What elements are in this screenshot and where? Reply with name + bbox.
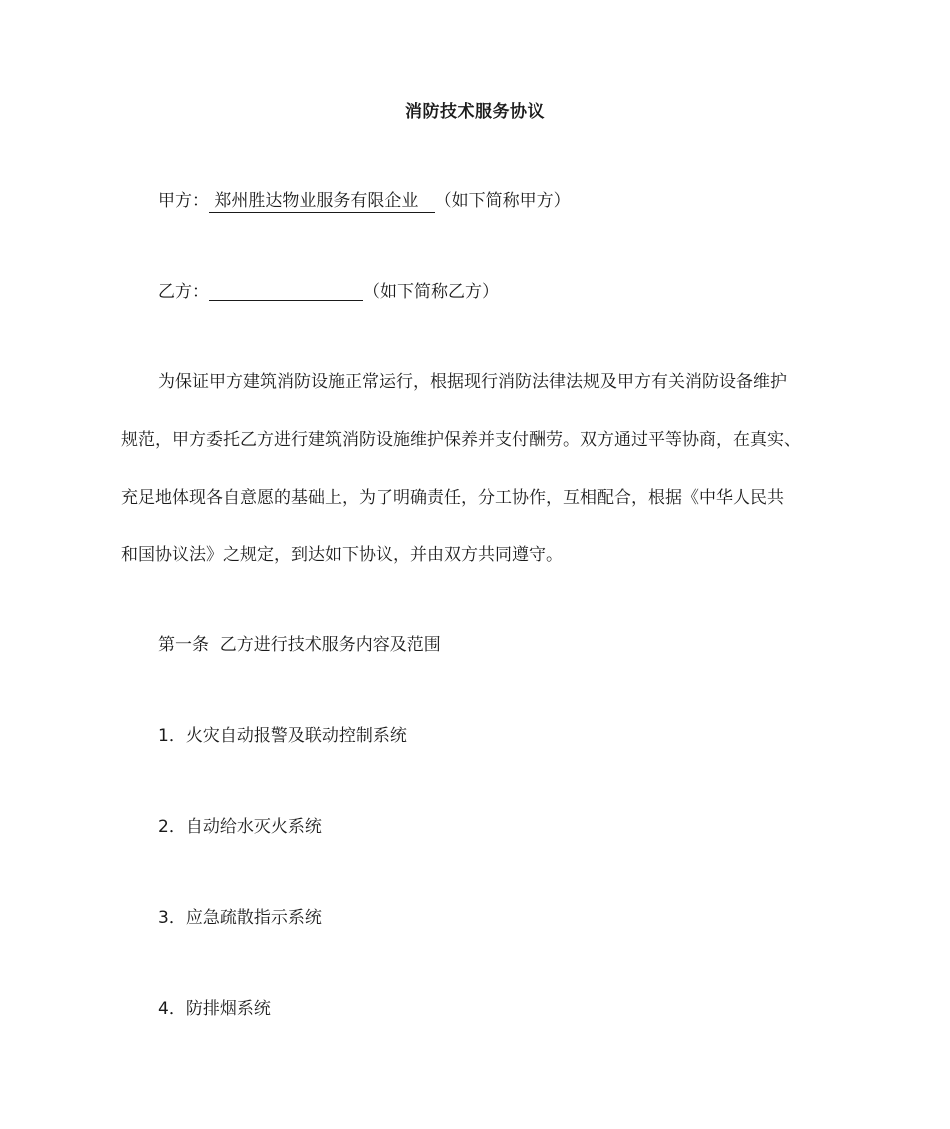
intro-line-1: 为保证甲方建筑消防设施正常运行，根据现行消防法律法规及甲方有关消防设备维护 [158, 372, 787, 392]
list-item: 2．自动给水灭火系统 [158, 817, 322, 837]
list-item: 1．火灾自动报警及联动控制系统 [158, 726, 407, 746]
party-b-line [158, 280, 499, 304]
party-b-label: 乙方： [158, 282, 209, 302]
intro-line-3: 充足地体现各自意愿的基础上，为了明确责任，分工协作，互相配合，根据《中华人民共 [121, 488, 784, 508]
intro-line-2: 规范，甲方委托乙方进行建筑消防设施维护保养并支付酬劳。双方通过平等协商，在真实、 [121, 430, 801, 450]
party-a-suffix: （如下简称甲方） [434, 191, 571, 211]
intro-line-4: 和国协议法》之规定，到达如下协议，并由双方共同遵守。 [121, 545, 563, 565]
document-title: 消防技术服务协议 [405, 102, 545, 122]
party-b-suffix: （如下简称乙方） [363, 282, 499, 302]
party-a-label: 甲方： [158, 191, 209, 211]
party-a-line [158, 189, 571, 213]
party-a-name: 郑州胜达物业服务有限企业 [209, 191, 435, 211]
list-item: 4．防排烟系统 [158, 999, 271, 1019]
article-1-heading: 第一条 乙方进行技术服务内容及范围 [158, 635, 441, 655]
party-b-blank [209, 280, 363, 301]
list-item: 3．应急疏散指示系统 [158, 908, 322, 928]
